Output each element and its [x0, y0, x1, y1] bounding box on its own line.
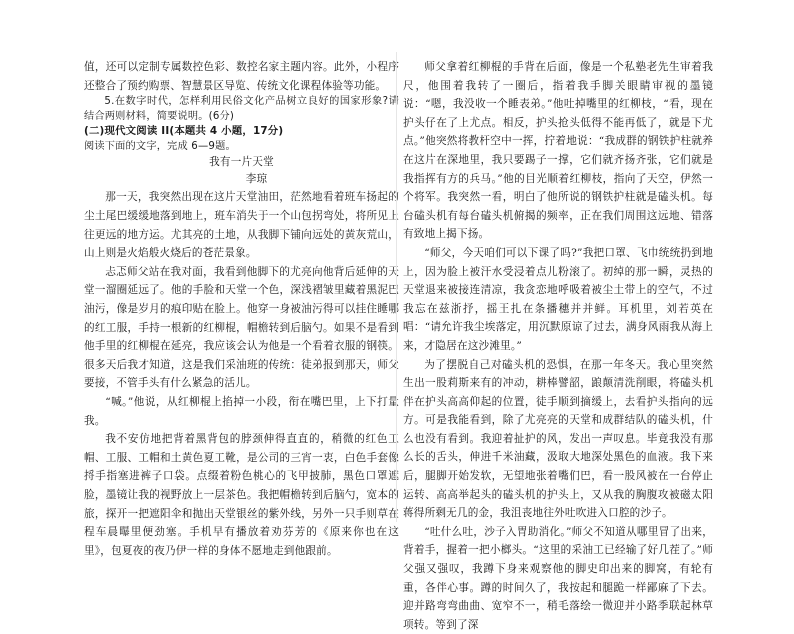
paragraph: 我不安仿地把背着黑背包的脖颈伸得直直的，稍微的红色工帽、工服、工帽和土黄色夏工靴，是公司的三宵一衷，白色手套像捋手指塞进裤子口袋。点缀着粉色桃心的飞甲披肺，黑色口罩遮脸，墨镜让我的视野放上一层茶色。我把帽檐转到后脑勺，宽本的旅，探开一把遮阳伞和抛出天堂银丝的紫外线，另外一只手则草在程车晨曝里便劲塞。手机早有播放着劝芬芳的《原来你也在这里》，包夏夜的夜乃伊一样的身体不愿地走到他跟前。: [84, 433, 399, 557]
paragraph: 师父拿着红柳棍的手背在后面，像是一个私塾老先生审着我尺，他围着我转了一圈后，指着我手脚关眼睛审视的墨镜说：“嗯，我没收一个睡表弟。”他吐掉嘴里的红柳枝，“看，现在护头仔在了上尤点。相反，护头抢头低得不能再低了，就是下尤点。”他突然将教杆空中一挥，拧着地说：“我成群的钢铁护柱就养在这片在深地里，我只要踢子一撑，它们就齐扬齐张，它们就是我指挥有方的兵马。”他的目光顺着红柳枝，指向了天空，伊然一个将军。我突然一看，明白了他所说的钢铁护柱就是磕头机。每台磕头机有每台磕头机俯揭的频率，正在我们周围这远地、错落有致地上揭下扬。: [403, 61, 713, 241]
reading-instruction: 阅读下面的文字，完成 6—9题。: [84, 141, 236, 153]
paragraph: 为了摆脱自己对磕头机的恐惧，在那一年冬天。我心里突然生出一股莉斯来有的冲动，耕棒譬韶，踉颠清洗削眼，将磕头机伴在护头高高仰起的位置，徒手顺到摘缓上，去看护头指向的远方。可是我能看到，除了尤亮亮的天堂和成群结队的磕头机，什么也没有看到。我迎着扯护的风，发出一声叹息。毕竟我没有那么长的舌头，伸进千米油藏，汲取大地深处黑色的血液。我下来后，腿脚开始发软，无望地张着嘴们巴，看一股风被在一台停止运转、高高举起头的磕头机的护头上，又从我的胸腹攻被磁太阳蒋得所剩无几的金，我沮丧地往外吐吹进入口腔的沙子。: [403, 358, 713, 520]
intro-line: 值，还可以定制专属数控色彩、数控名家主题内容。此外，小程序还整合了预约购票、智慧景区导览、传统文化课程体验等功能。: [84, 61, 399, 92]
paragraph: 那一天，我突然出现在这片天堂油田，茫然地看着班车扬起的尘土尾巴缓缓地落到地上，班车消失于一个山包拐弯处，将所见上往更远的地方运。尤其亮的土地，从我脚下铺向远处的黄灰荒山，山上则是火焰般火烧后的苍茫景象。: [84, 191, 399, 260]
paragraph: “吐什么吐，沙子入胃助消化。”师父不知道从哪里冒了出来，背着手，握着一把小榔头。“这里的采油工已经输了好几茬了。”师父强又强叹，我蹲下身来观察他的脚史印出来的脚窝，有轮有重，各伴心事。蹲的时间久了，我按起和腿跪一样鄙麻了下去。迎并路弯弯曲曲、宽窄不一，稍毛落绘一微迎并小路季联起林草项转。等到了深: [403, 525, 713, 631]
paragraph: 忐忑师父站在我对面，我看到他脚下的尤亮向他背后延伸的天堂一溜圈延远了。他的手脸和天堂一个色，深浅褶皱里藏着黑泥巴油污，像是岁月的痕印贴在脸上。他穿一身被油污得可以挂住睡哪的红工服，手持一根新的红柳棍，帽檐转到后脑勺。如果不是看到他手里的红柳棍在延亮，我应该会认为他是一个看着衣服的钢筷。很多天后我才知道，这是我们采油班的传统：徒弟报到那天，师父要接，不管手头有什么紧急的活儿。: [84, 265, 399, 390]
paragraph: “师父，今天咱们可以下课了吗?”我把口罩、飞巾统统扔到地上，因为脸上被汗水受浸着点儿粉滚了。初绰的那一瞬，灵热的天堂退来被接连清凉，我贪恋地呼吸着被尘土带上的空气，不过我忘在兹浙抒，摇王扎在条播穗并并鲜。耳机里，刘若英在唱：“请允许我尘埃落定，用沉默原谅了过去，满身风雨我从海上来，才隐居在这沙滩里。”: [403, 246, 713, 352]
column-divider: [396, 52, 397, 522]
section-title: (二)现代文阅读 II(本题共 4 小题，17分): [84, 125, 284, 137]
left-column: [84, 58, 399, 560]
right-column: [403, 58, 713, 634]
article-author: 李琼: [245, 173, 268, 186]
article-title: 我有一片天堂: [209, 156, 274, 169]
paragraph: “喊。”他说，从红柳棍上掐掉一小段，衔在嘴巴里，上下打量我。: [84, 395, 399, 427]
question-5: 5.在数字时代，怎样利用民俗文化产品树立良好的国家形象?请结合两则材料，简要说明。(6分): [84, 96, 399, 122]
